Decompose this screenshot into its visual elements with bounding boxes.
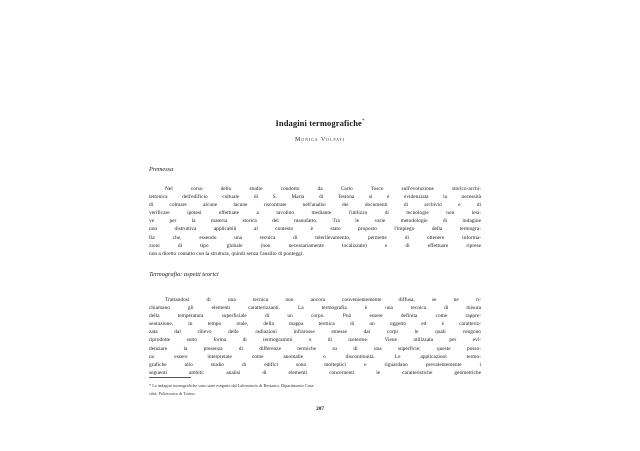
footnote (149, 382, 481, 398)
author-name: Monica Volpati (294, 136, 346, 143)
text-line: verificare ipotesi effettuate a tavolino mediante l'utilizzo di tecnologie non lesi- (149, 210, 481, 217)
text-line: fia che, essendo una tecnica di telerilevamento, permette di ottenere informa- (149, 234, 481, 241)
text-line: denziare la presenza di differenze termiche su di una superficie; queste posso- (149, 345, 481, 352)
title-footnote-marker: * (361, 119, 365, 125)
paragraph-termografia (149, 296, 481, 377)
text-line: riprodotte sotto forma di termogrammi o di isoterme. Viene utilizzata per evi- (149, 337, 481, 344)
footnote-line: città, Politecnico di Torino. (149, 391, 196, 396)
text-line: chiamano gli elementi caratterizzanti. La termografia è una tecnica di misura (149, 305, 481, 312)
footnote-rule (149, 377, 191, 378)
text-line: ve per la materia storica del manufatto. Tra le varie metodologie di indagine (149, 218, 481, 225)
text-line: zioni di tipo globale (non necessariamente localizzate) e di effettuare riprese (149, 242, 481, 249)
text-line: Nel corso dello studio condotto da Carlo Tosco sull'evoluzione storico-archi- (165, 186, 481, 192)
footnote-line: * Le indagini termografiche sono state eseguite dal Laboratorio di Restauro, Dipartimento Casa- (149, 383, 315, 388)
paper-title (0, 118, 640, 128)
text-line: zata dal rilievo delle radiazioni infrarosse emesse dai corpi le quali vengono (149, 329, 481, 336)
text-line: non a diretto contatto con la struttura, quindi senza l'ausilio di ponteggi. (149, 250, 304, 257)
section-heading-premessa: Premessa (149, 166, 174, 173)
text-line: no essere interpretate come anomalie o discontinuità. Le applicazioni termo- (149, 353, 481, 360)
text-line: Trattandosi di una tecnica non ancora convenientemente diffusa, se ne ri- (165, 297, 481, 303)
text-line: seguenti ambiti: analisi di elementi concernenti le caratteristiche geometriche (149, 369, 481, 376)
title-text: Indagini termografiche (275, 118, 362, 128)
paragraph-premessa (149, 185, 481, 258)
page-number: 207 (315, 406, 325, 412)
text-line: sentazione, in tempo reale, della mappa termica di un oggetto ed è caratteriz- (149, 321, 481, 328)
text-line: tettonica dell'edificio cultuale di S. Maria di Testona si è evidenziata la necessità (149, 194, 481, 201)
text-line: della temperatura superficiale di un corpo. Può essere definita come rappre- (149, 313, 481, 320)
text-line: non distruttiva applicabili al contesto è stato proposto l'impiego della termogra- (149, 226, 481, 233)
text-line: grafiche allo studio di edifici sono molteplici e riguardano prevalentemente i (149, 361, 481, 368)
text-line: di colmare alcune lacune riscontrate nell'analisi dei documenti di archivio e di (149, 202, 481, 209)
section-heading-termografia: Termografia: aspetti teorici (149, 271, 219, 278)
